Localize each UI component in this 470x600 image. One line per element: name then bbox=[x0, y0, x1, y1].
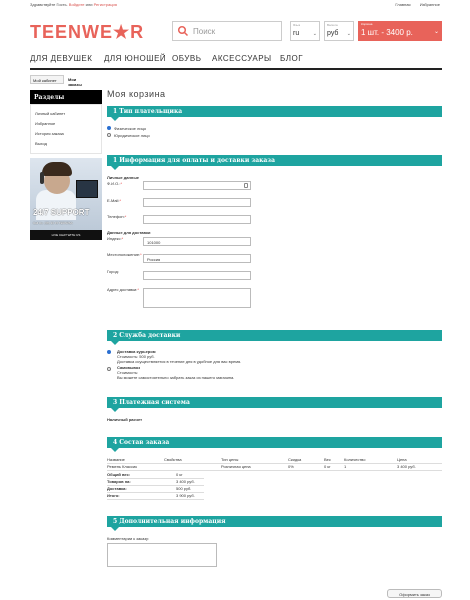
cell-discount: 0% bbox=[288, 464, 294, 469]
payment-system-value: Наличный расчет bbox=[107, 417, 143, 422]
monitor-image bbox=[76, 180, 98, 198]
section-order-header bbox=[107, 437, 442, 448]
breadcrumb-cabinet[interactable]: Мой кабинет bbox=[30, 75, 64, 84]
section-arrow bbox=[111, 166, 119, 170]
col-weight: Вес bbox=[324, 457, 331, 462]
nav-item-accessories[interactable]: АКСЕССУАРЫ bbox=[212, 54, 272, 63]
section-payer-type-header bbox=[107, 106, 442, 117]
section-arrow bbox=[111, 527, 119, 531]
section-title: 1 Информация для оплаты и доставки заказа bbox=[113, 157, 276, 164]
col-price-type: Тип цены bbox=[221, 457, 239, 462]
col-name: Название bbox=[107, 457, 125, 462]
login-link[interactable]: Войдите bbox=[68, 2, 85, 7]
main-nav bbox=[30, 52, 442, 70]
section-arrow bbox=[111, 448, 119, 452]
cell-price-type: Розничная цена bbox=[221, 464, 251, 469]
language-label: Язык bbox=[293, 23, 301, 27]
col-qty: Количество bbox=[344, 457, 366, 462]
headset-icon bbox=[40, 172, 44, 184]
cart-summary: 1 шт. - 3400 р. bbox=[361, 28, 413, 37]
page-title: Моя корзина bbox=[107, 89, 166, 99]
location-label: Местоположение:* bbox=[107, 252, 142, 257]
language-select[interactable] bbox=[290, 21, 320, 41]
section-payment-system-header bbox=[107, 397, 442, 408]
delivery-total-value: 500 руб. bbox=[176, 486, 192, 491]
comment-textarea[interactable] bbox=[107, 543, 217, 567]
phone-label-text: Телефон: bbox=[107, 214, 125, 219]
fio-input[interactable] bbox=[143, 181, 251, 190]
section-title: 2 Служба доставки bbox=[113, 332, 181, 339]
email-label: E-Mail:* bbox=[107, 198, 122, 203]
email-label-text: E-Mail: bbox=[107, 198, 120, 203]
comment-label: Комментарии к заказу: bbox=[107, 536, 150, 541]
location-label-text: Местоположение: bbox=[107, 252, 141, 257]
support-banner[interactable] bbox=[30, 158, 102, 240]
nav-item-boys[interactable]: ДЛЯ ЮНОШЕЙ bbox=[104, 54, 167, 63]
table-divider bbox=[107, 470, 442, 471]
section-payment-info-header bbox=[107, 155, 442, 166]
goods-total-value: 3 400 руб. bbox=[176, 479, 195, 484]
chevron-down-icon: ⌄ bbox=[312, 31, 317, 37]
radio-pickup[interactable] bbox=[107, 367, 111, 371]
delivery-total-label: Доставка: bbox=[107, 486, 127, 491]
address-label-text: Адрес доставки: bbox=[107, 287, 138, 292]
personal-data-heading: Личные данные bbox=[107, 175, 139, 180]
support-headline: 24/7 SUPPORT bbox=[33, 208, 90, 217]
cart-label: Корзина bbox=[361, 22, 373, 26]
person-hair bbox=[42, 162, 72, 176]
live-chat-label: LIVE CHAT WITH US bbox=[30, 230, 102, 240]
pickup-cost: Стоимость: bbox=[117, 370, 139, 375]
search-placeholder: Поиск bbox=[193, 27, 216, 36]
courier-name: Доставка курьером bbox=[117, 349, 156, 354]
greeting-label: Здравствуйте Гость. bbox=[30, 2, 68, 7]
section-arrow bbox=[111, 341, 119, 345]
goods-total-label: Товаров на: bbox=[107, 479, 131, 484]
chevron-down-icon: ⌄ bbox=[346, 31, 351, 37]
nav-item-shoes[interactable]: ОБУВЬ bbox=[172, 54, 202, 63]
favorites-link[interactable]: Избранное bbox=[419, 2, 440, 7]
location-input[interactable]: Россия bbox=[143, 254, 251, 263]
phone-label: Телефон:* bbox=[107, 214, 127, 219]
courier-cost: Стоимость: 500 руб. bbox=[117, 354, 155, 359]
autofill-icon bbox=[244, 183, 248, 188]
index-label-text: Индекс: bbox=[107, 236, 122, 241]
radio-legal[interactable] bbox=[107, 133, 111, 137]
section-title: 5 Дополнительная информация bbox=[113, 518, 226, 525]
total-weight-label: Общий вес: bbox=[107, 472, 131, 477]
cell-price: 3 400 руб. bbox=[397, 464, 416, 469]
col-price: Цена bbox=[397, 457, 407, 462]
city-input[interactable] bbox=[143, 271, 251, 280]
sidebar-menu bbox=[30, 104, 102, 154]
section-title: 4 Состав заказа bbox=[113, 439, 170, 446]
logo[interactable]: TEENWE★R bbox=[30, 22, 145, 42]
index-input[interactable]: 101000 bbox=[143, 237, 251, 246]
submit-order-button[interactable]: Оформить заказ bbox=[387, 589, 442, 598]
radio-courier[interactable] bbox=[107, 350, 111, 354]
currency-value: руб bbox=[327, 30, 339, 37]
address-textarea[interactable] bbox=[143, 288, 251, 308]
language-value: ru bbox=[293, 30, 300, 37]
support-phone: Call Us: (08) 33 45 TEPARSA bbox=[33, 221, 73, 225]
search-icon bbox=[177, 25, 189, 37]
cell-name: Ремень Классик bbox=[107, 464, 137, 469]
cart-button[interactable] bbox=[358, 21, 442, 41]
cell-qty: 1 bbox=[344, 464, 347, 469]
phone-input[interactable] bbox=[143, 215, 251, 224]
section-delivery-header bbox=[107, 330, 442, 341]
delivery-data-heading: Данные для доставки bbox=[107, 230, 151, 235]
nav-item-girls[interactable]: ДЛЯ ДЕВУШЕК bbox=[30, 54, 93, 63]
total-weight-value: 0 кг bbox=[176, 472, 183, 477]
home-link[interactable]: Главная bbox=[395, 2, 411, 7]
currency-label: Валюта bbox=[327, 23, 338, 27]
col-props: Свойства bbox=[164, 457, 182, 462]
breadcrumb-orders: Мои заказы bbox=[68, 77, 82, 87]
col-discount: Скидка bbox=[288, 457, 302, 462]
section-arrow bbox=[111, 408, 119, 412]
city-label: Город: bbox=[107, 269, 119, 274]
pickup-desc: Вы можете самостоятельно забрать заказ из нашего магазина. bbox=[117, 375, 235, 380]
greeting-text bbox=[30, 2, 117, 7]
sidebar-item-cabinet[interactable]: Личный кабинет bbox=[35, 111, 66, 116]
address-label: Адрес доставки:* bbox=[107, 287, 139, 292]
top-utility-bar bbox=[0, 0, 470, 10]
sidebar-item-logout[interactable]: Выход bbox=[35, 141, 47, 146]
courier-desc: Доставка осуществляется в течение дня в удобное для вас время. bbox=[117, 359, 242, 364]
sidebar-item-favorites[interactable]: Избранное bbox=[35, 121, 56, 126]
section-arrow bbox=[111, 117, 119, 121]
sidebar-title: Разделы bbox=[30, 90, 102, 104]
currency-select[interactable] bbox=[324, 21, 354, 41]
search-box[interactable] bbox=[172, 21, 282, 41]
fio-label-text: Ф.И.О.: bbox=[107, 181, 121, 186]
email-input[interactable] bbox=[143, 198, 251, 207]
nav-item-blog[interactable]: БЛОГ bbox=[280, 54, 304, 63]
totals-divider bbox=[107, 499, 204, 500]
pickup-name: Самовывоз bbox=[117, 365, 141, 370]
section-title: 3 Платежная система bbox=[113, 399, 190, 406]
grand-total-value: 3 900 руб. bbox=[176, 493, 195, 498]
section-extra-header bbox=[107, 516, 442, 527]
grand-total-label: Итого: bbox=[107, 493, 120, 498]
radio-individual-label: Физическое лицо bbox=[114, 126, 147, 131]
top-links bbox=[387, 2, 440, 7]
sidebar-item-history[interactable]: История заказа bbox=[35, 131, 64, 136]
cell-weight: 0 кг bbox=[324, 464, 331, 469]
radio-individual[interactable] bbox=[107, 126, 111, 130]
fio-label: Ф.И.О.:* bbox=[107, 181, 123, 186]
section-title: 1 Тип плательщика bbox=[113, 108, 183, 115]
or-label: или bbox=[85, 2, 93, 7]
chevron-down-icon: ⌄ bbox=[433, 29, 439, 35]
radio-legal-label: Юридическое лицо bbox=[114, 133, 150, 138]
register-link[interactable]: Регистрация bbox=[93, 2, 117, 7]
index-label: Индекс:* bbox=[107, 236, 124, 241]
